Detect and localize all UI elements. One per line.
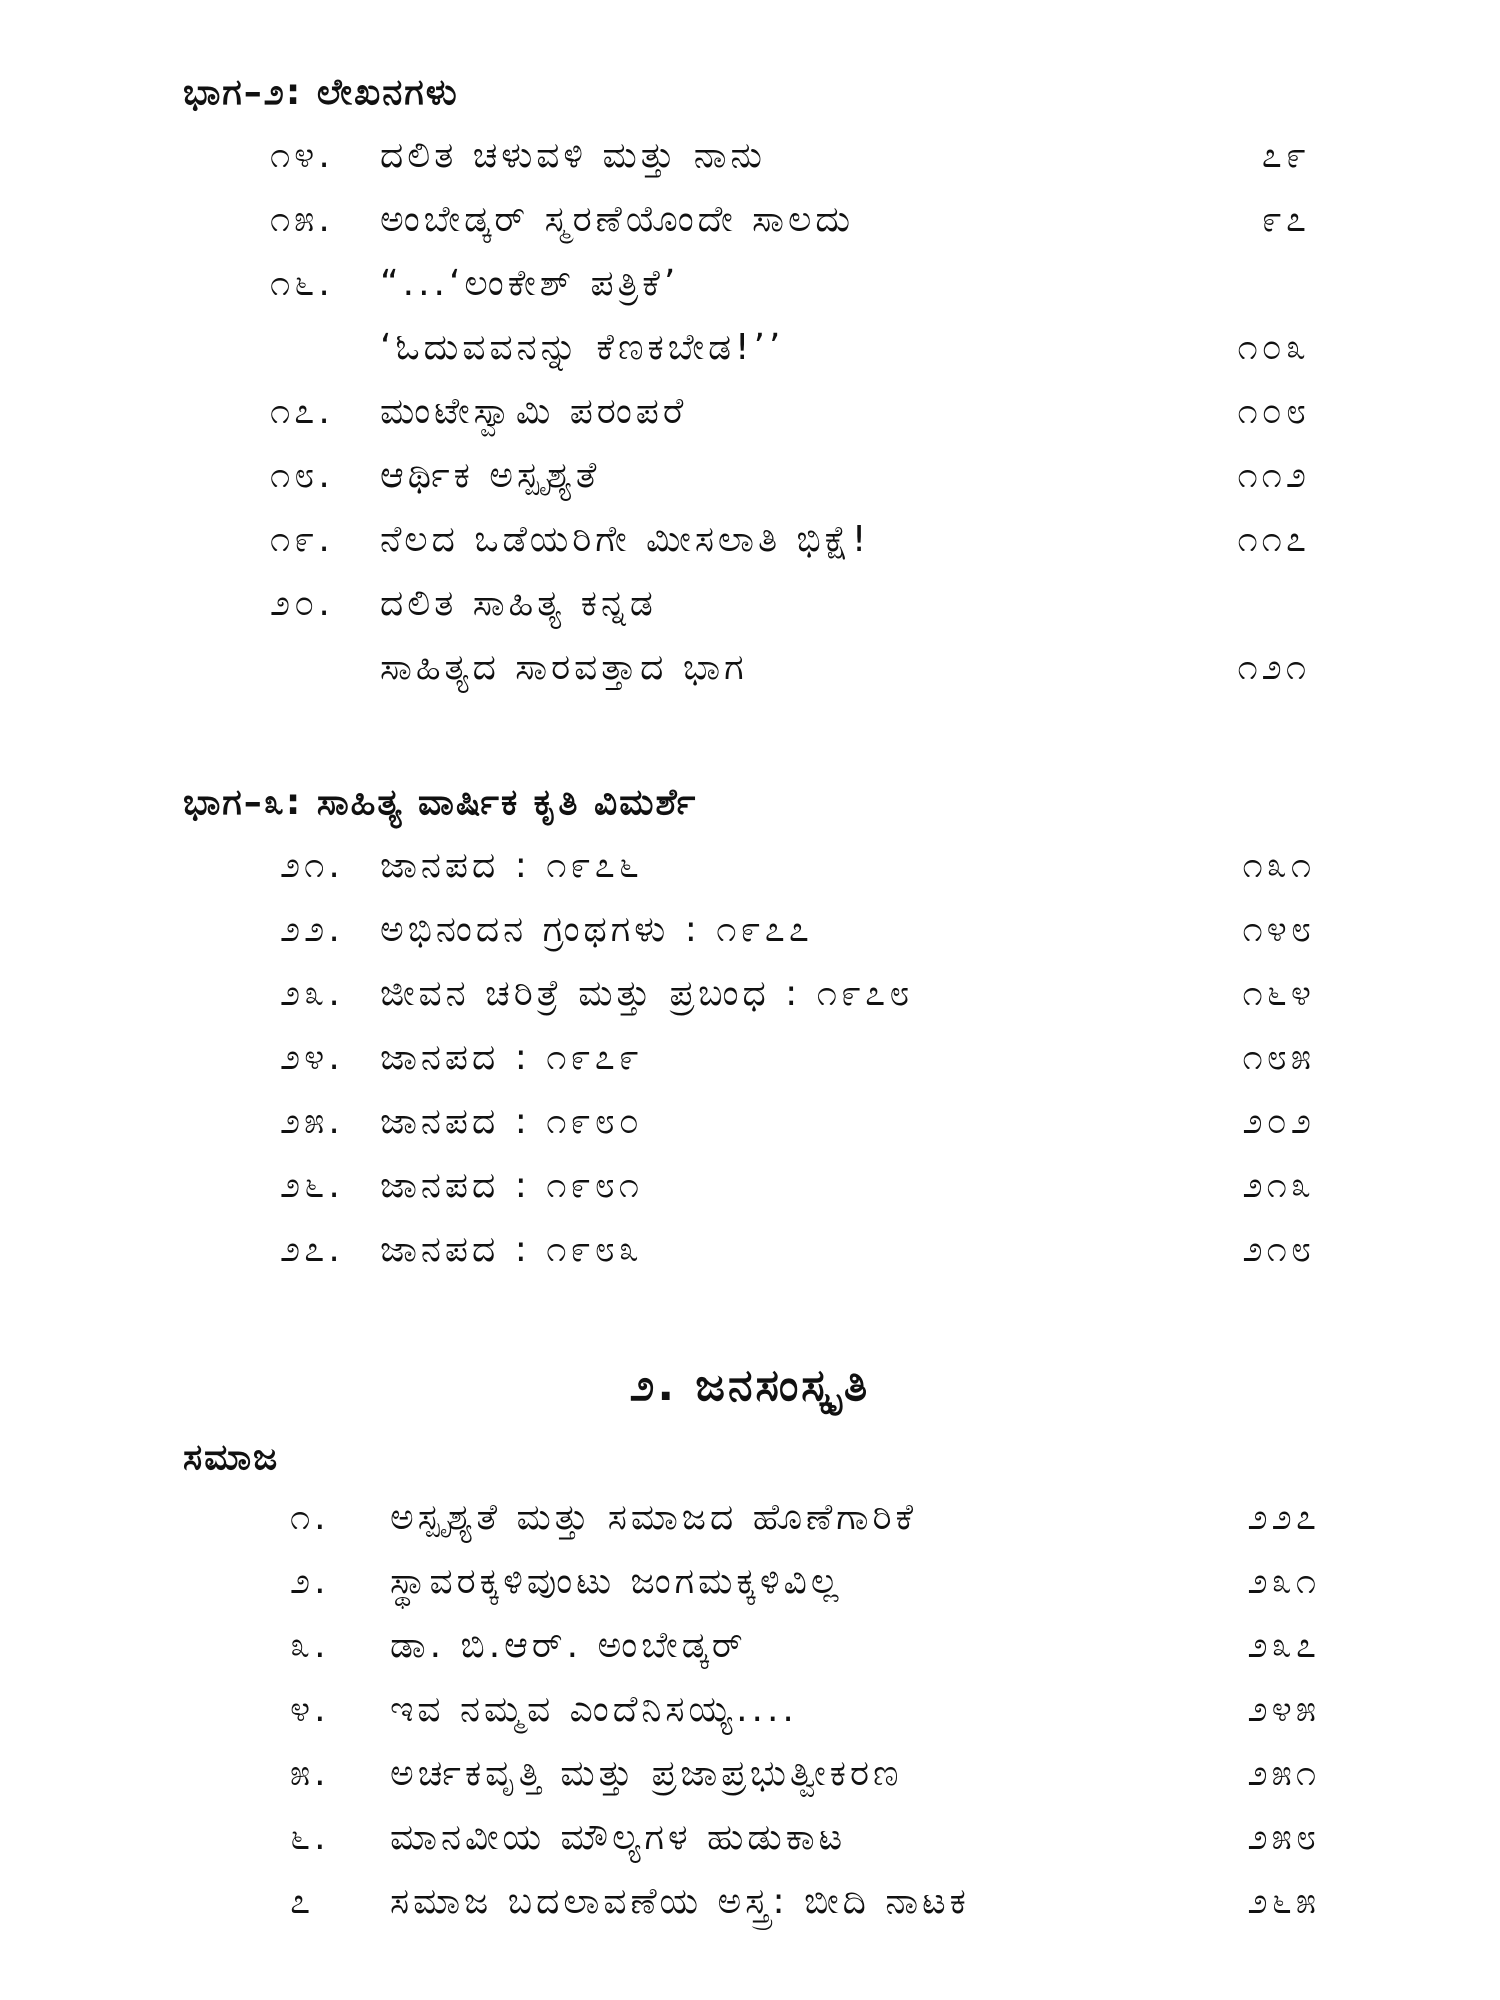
entry-title: ದಲಿತ ಸಾಹಿತ್ಯ ಕನ್ನಡ (380, 583, 657, 624)
entry-title: ಜಾನಪದ : ೧೯೭೯ (380, 1037, 643, 1078)
toc-entry[interactable] (290, 1497, 1320, 1553)
toc-entry[interactable] (280, 1229, 1315, 1285)
toc-entry-continuation[interactable] (270, 647, 1310, 703)
toc-entry[interactable] (270, 199, 1310, 255)
entry-page: ೯೭ (1261, 199, 1310, 240)
entry-title: ಸ್ಥಾವರಕ್ಕಳಿವುಂಟು ಜಂಗಮಕ್ಕಳಿವಿಲ್ಲ (390, 1561, 843, 1602)
toc-entry[interactable] (290, 1817, 1320, 1873)
entry-title: ನೆಲದ ಒಡೆಯರಿಗೇ ಮೀಸಲಾತಿ ಭಿಕ್ಷೆ! (380, 519, 871, 560)
toc-entry[interactable] (270, 583, 1310, 639)
entry-number: ೨೬. (280, 1165, 344, 1206)
entry-number: ೨೫. (280, 1101, 344, 1142)
entry-page: ೨೦೨ (1242, 1101, 1315, 1142)
toc-entry[interactable] (290, 1881, 1320, 1937)
toc-entry[interactable] (280, 1165, 1315, 1221)
toc-entry[interactable] (270, 519, 1310, 575)
entry-page: ೧೦೮ (1237, 391, 1310, 432)
toc-entry[interactable] (290, 1753, 1320, 1809)
entry-number: ೧೮. (270, 455, 334, 496)
entry-page: ೨೨೭ (1247, 1497, 1320, 1538)
toc-entry[interactable] (270, 135, 1310, 191)
entry-number: ೫. (290, 1753, 330, 1794)
entry-title: ಸಾಹಿತ್ಯದ ಸಾರವತ್ತಾದ ಭಾಗ (380, 647, 748, 688)
entry-title: ‘ಓದುವವನನ್ನು ಕೆಣಕಬೇಡ!’’ (380, 327, 785, 368)
samaja-heading: ಸಮಾಜ (183, 1437, 280, 1478)
entry-title: ಮಾನವೀಯ ಮೌಲ್ಯಗಳ ಹುಡುಕಾಟ (390, 1817, 847, 1858)
entry-page: ೨೪೫ (1247, 1689, 1320, 1730)
entry-page: ೧೧೨ (1237, 455, 1310, 496)
toc-entry[interactable] (280, 973, 1315, 1029)
entry-number: ೪. (290, 1689, 330, 1730)
toc-entry-continuation[interactable] (270, 327, 1310, 383)
entry-page: ೧೦೩ (1237, 327, 1310, 368)
entry-title: ಅಂಬೇಡ್ಕರ್ ಸ್ಮರಣೆಯೊಂದೇ ಸಾಲದು (380, 199, 855, 240)
entry-title: ಜಾನಪದ : ೧೯೮೩ (380, 1229, 643, 1270)
entry-page: ೧೧೭ (1237, 519, 1310, 560)
entry-number: ೧೯. (270, 519, 334, 560)
entry-title: ಅಭಿನಂದನ ಗ್ರಂಥಗಳು : ೧೯೭೭ (380, 909, 813, 950)
entry-title: ಸಮಾಜ ಬದಲಾವಣೆಯ ಅಸ್ತ್ರ: ಬೀದಿ ನಾಟಕ (390, 1881, 970, 1922)
entry-title: ಜಾನಪದ : ೧೯೮೧ (380, 1165, 643, 1206)
entry-page: ೧೩೧ (1242, 845, 1315, 886)
entry-number: ೧೭. (270, 391, 334, 432)
entry-title: ಜಾನಪದ : ೧೯೮೦ (380, 1101, 643, 1142)
entry-page: ೭೯ (1261, 135, 1310, 176)
entry-page: ೧೨೧ (1237, 647, 1310, 688)
entry-number: ೧೪. (270, 135, 334, 176)
entry-page: ೨೬೫ (1247, 1881, 1320, 1922)
entry-number: ೧೫. (270, 199, 334, 240)
entry-number: ೨೦. (270, 583, 334, 624)
entry-number: ೨೩. (280, 973, 344, 1014)
entry-page: ೨೧೮ (1242, 1229, 1315, 1270)
entry-page: ೧೪೮ (1242, 909, 1315, 950)
part2-heading: ಭಾಗ–೨: ಲೇಖನಗಳು (183, 72, 459, 113)
entry-number: ೬. (290, 1817, 330, 1858)
entry-page: ೨೩೧ (1247, 1561, 1320, 1602)
entry-number: ೨೨. (280, 909, 344, 950)
entry-number: ೨೧. (280, 845, 344, 886)
entry-title: ಅಸ್ಪೃಶ್ಯತೆ ಮತ್ತು ಸಮಾಜದ ಹೊಣೆಗಾರಿಕೆ (390, 1497, 918, 1538)
entry-title: ಮಂಟೇಸ್ವಾಮಿ ಪರಂಪರೆ (380, 391, 688, 432)
entry-page: ೨೩೭ (1247, 1625, 1320, 1666)
entry-page: ೨೫೧ (1247, 1753, 1320, 1794)
part3-heading: ಭಾಗ–೩: ಸಾಹಿತ್ಯ ವಾರ್ಷಿಕ ಕೃತಿ ವಿಮರ್ಶೆ (183, 782, 698, 823)
entry-page: ೨೧೩ (1242, 1165, 1315, 1206)
toc-entry[interactable] (290, 1625, 1320, 1681)
chapter-title: ೨. ಜನಸಂಸ್ಕೃತಿ (629, 1360, 871, 1411)
entry-page: ೧೮೫ (1242, 1037, 1315, 1078)
entry-number: ೩. (290, 1625, 330, 1666)
entry-number: ೧೬. (270, 263, 334, 304)
entry-title: ಡಾ. ಬಿ.ಆರ್. ಅಂಬೇಡ್ಕರ್ (390, 1625, 747, 1666)
toc-entry[interactable] (270, 391, 1310, 447)
toc-entry[interactable] (270, 263, 1310, 319)
entry-title: ಅರ್ಚಕವೃತ್ತಿ ಮತ್ತು ಪ್ರಜಾಪ್ರಭುತ್ವೀಕರಣ (390, 1753, 903, 1794)
entry-page: ೧೬೪ (1242, 973, 1315, 1014)
entry-number: ೭ (290, 1881, 315, 1922)
toc-entry[interactable] (280, 1101, 1315, 1157)
entry-title: ದಲಿತ ಚಳುವಳಿ ಮತ್ತು ನಾನು (380, 135, 766, 176)
entry-number: ೨೭. (280, 1229, 344, 1270)
entry-number: ೧. (290, 1497, 330, 1538)
toc-entry[interactable] (270, 455, 1310, 511)
entry-title: ಇವ ನಮ್ಮವ ಎಂದೆನಿಸಯ್ಯ.... (390, 1689, 798, 1730)
toc-entry[interactable] (290, 1561, 1320, 1617)
entry-title: ಜೀವನ ಚರಿತ್ರೆ ಮತ್ತು ಪ್ರಬಂಧ : ೧೯೭೮ (380, 973, 914, 1014)
entry-number: ೨೪. (280, 1037, 344, 1078)
toc-entry[interactable] (280, 909, 1315, 965)
toc-entry[interactable] (290, 1689, 1320, 1745)
entry-title: ಆರ್ಥಿಕ ಅಸ್ಪೃಶ್ಯತೆ (380, 455, 601, 496)
entry-title: “...‘ಲಂಕೇಶ್ ಪತ್ರಿಕೆ’ (380, 263, 680, 304)
toc-entry[interactable] (280, 1037, 1315, 1093)
entry-title: ಜಾನಪದ : ೧೯೭೬ (380, 845, 643, 886)
toc-entry[interactable] (280, 845, 1315, 901)
entry-number: ೨. (290, 1561, 330, 1602)
entry-page: ೨೫೮ (1247, 1817, 1320, 1858)
